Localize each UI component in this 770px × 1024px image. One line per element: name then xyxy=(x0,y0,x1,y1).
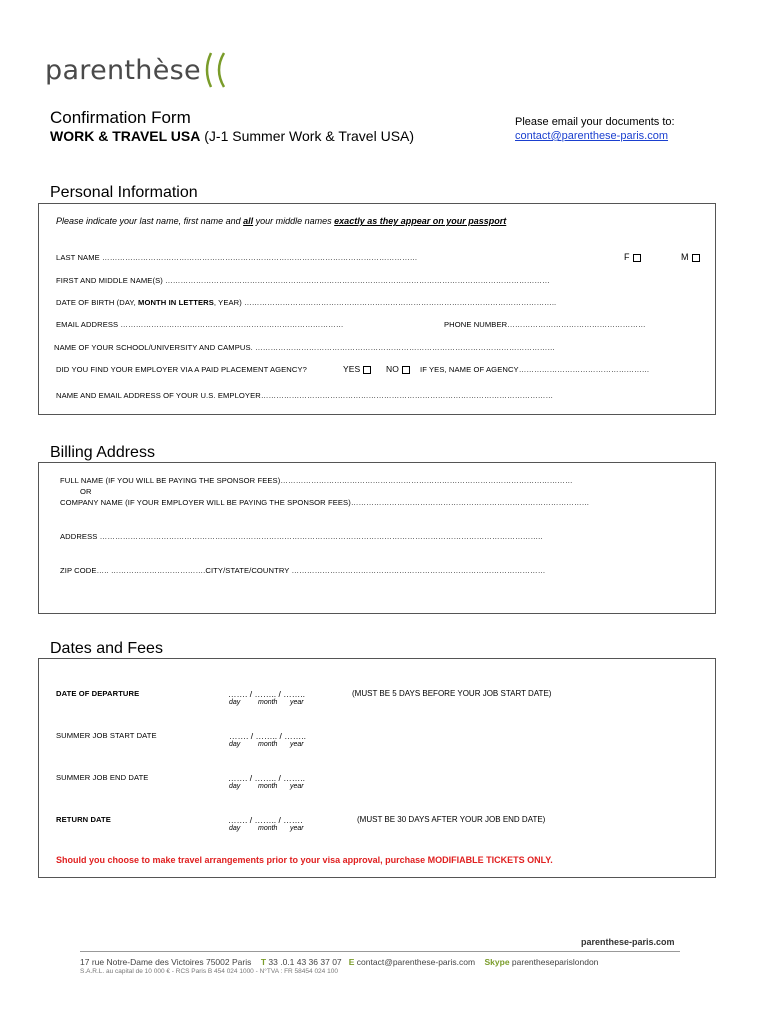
date-row-label: SUMMER JOB START DATE xyxy=(56,731,157,740)
dob-label-bold: MONTH IN LETTERS xyxy=(138,298,214,307)
sex-m-label: M xyxy=(681,252,689,262)
date-units xyxy=(229,783,304,790)
date-units xyxy=(229,699,304,706)
unit-day: day xyxy=(229,825,241,832)
date-fill[interactable]: ……. / …….. / ……. xyxy=(228,815,303,825)
agency-question: DID YOU FIND YOUR EMPLOYER VIA A PAID PLACEMENT AGENCY? xyxy=(56,365,307,374)
date-row-label: RETURN DATE xyxy=(56,815,111,824)
phone-field[interactable]: PHONE NUMBER……………………………………………… xyxy=(444,320,646,329)
form-title: Confirmation Form xyxy=(50,108,191,127)
agency-no-label: NO xyxy=(386,364,399,374)
agency-yes-option[interactable] xyxy=(343,364,371,374)
billing-zip-city-field[interactable]: ZIP CODE….. ……………………………….CITY/STATE/COUNTRY ……………………………………………………………………………………… xyxy=(60,566,546,575)
sex-m-option[interactable] xyxy=(681,252,700,262)
date-fill[interactable]: ……. / …….. / …….. xyxy=(228,773,305,783)
date-note: (MUST BE 5 DAYS BEFORE YOUR JOB START DATE) xyxy=(352,689,552,698)
billing-address-field[interactable]: ADDRESS ……………………………………………………………………………………………………………………………………………………….. xyxy=(60,532,543,541)
hint-passport: exactly as they appear on your passport xyxy=(334,216,507,226)
billing-section-title: Billing Address xyxy=(50,444,155,461)
date-units xyxy=(229,741,304,748)
footer-e-label: E xyxy=(348,957,355,967)
billing-or: OR xyxy=(80,487,92,496)
footer-site[interactable]: parenthese-paris.com xyxy=(581,937,675,947)
sex-f-label: F xyxy=(624,252,630,262)
email-address-field[interactable]: EMAIL ADDRESS …………………………………………………………………………… xyxy=(56,320,344,329)
first-name-field[interactable]: FIRST AND MIDDLE NAME(S) …………………………………………………………………………………………………………………………………… xyxy=(56,276,550,285)
agency-name-field[interactable]: IF YES, NAME OF AGENCY…………………………………………… xyxy=(420,365,650,374)
email-link[interactable]: contact@parenthese-paris.com xyxy=(515,130,669,142)
agency-yes-checkbox[interactable] xyxy=(363,366,371,374)
billing-full-name-field[interactable]: FULL NAME (IF YOU WILL BE PAYING THE SPONSOR FEES)…………………………………………………………………………………………………… xyxy=(60,476,573,485)
date-fill[interactable]: ……. / …….. / …….. xyxy=(229,731,306,741)
logo-text: parenthèse xyxy=(45,54,201,86)
date-fill[interactable]: ……. / …….. / …….. xyxy=(228,689,305,699)
warning-text: Should you choose to make travel arrangements prior to your visa approval, purchase MODIFIABLE TICKETS ONLY. xyxy=(56,855,553,865)
hint-text-2: your middle names xyxy=(253,216,335,226)
footer-skype: parentheseparislondon xyxy=(511,957,599,967)
billing-company-field[interactable]: COMPANY NAME (IF YOUR EMPLOYER WILL BE PAYING THE SPONSOR FEES)………………………………………………………………………………… xyxy=(60,498,590,507)
unit-year: year xyxy=(290,783,304,790)
footer-address: 17 rue Notre-Dame des Victoires 75002 Paris xyxy=(80,957,252,967)
last-name-field[interactable]: LAST NAME …………………………………………………………………………………………………………… xyxy=(56,253,418,262)
footer-email[interactable]: contact@parenthese-paris.com xyxy=(356,957,476,967)
date-row-label: SUMMER JOB END DATE xyxy=(56,773,149,782)
personal-box xyxy=(38,203,716,415)
unit-month: month xyxy=(258,783,278,790)
date-units xyxy=(229,825,304,832)
dob-field[interactable] xyxy=(56,298,556,307)
unit-month: month xyxy=(258,699,278,706)
unit-month: month xyxy=(258,825,278,832)
agency-no-checkbox[interactable] xyxy=(402,366,410,374)
school-field[interactable]: NAME OF YOUR SCHOOL/UNIVERSITY AND CAMPUS. ……………………………………………………………………………………………………… xyxy=(54,343,556,352)
unit-year: year xyxy=(290,825,304,832)
logo xyxy=(45,50,230,90)
unit-year: year xyxy=(290,741,304,748)
sex-f-checkbox[interactable] xyxy=(633,254,641,262)
unit-year: year xyxy=(290,699,304,706)
hint-text-1: Please indicate your last name, first name and xyxy=(56,216,244,226)
personal-section-title: Personal Information xyxy=(50,184,198,201)
date-row-label: DATE OF DEPARTURE xyxy=(56,689,140,698)
program-rest: (J-1 Summer Work & Travel USA) xyxy=(200,128,415,144)
unit-day: day xyxy=(229,783,241,790)
unit-day: day xyxy=(229,699,241,706)
date-note: (MUST BE 30 DAYS AFTER YOUR JOB END DATE) xyxy=(357,815,546,824)
logo-bracket-icon xyxy=(202,50,230,90)
hint-all: all xyxy=(243,216,254,226)
agency-yes-label: YES xyxy=(343,364,361,374)
sex-m-checkbox[interactable] xyxy=(692,254,700,262)
agency-no-option[interactable] xyxy=(386,364,410,374)
email-instructions xyxy=(515,115,675,143)
personal-hint xyxy=(56,216,506,226)
unit-day: day xyxy=(229,741,241,748)
dob-label-1: DATE OF BIRTH (DAY, xyxy=(56,298,139,307)
footer-skype-label: Skype xyxy=(484,957,510,967)
unit-month: month xyxy=(258,741,278,748)
footer-t-label: T xyxy=(260,957,267,967)
program-bold: WORK & TRAVEL USA xyxy=(50,128,201,144)
footer-divider xyxy=(80,951,680,952)
footer-phone: 33 .0.1 43 36 37 07 xyxy=(268,957,342,967)
sex-f-option[interactable] xyxy=(624,252,641,262)
employer-field[interactable]: NAME AND EMAIL ADDRESS OF YOUR U.S. EMPLOYER…………………………………………………………………………………………………… xyxy=(56,391,554,400)
dates-section-title: Dates and Fees xyxy=(50,640,163,657)
program-title xyxy=(50,128,414,144)
footer-contact xyxy=(80,957,598,967)
dob-label-2: , YEAR) ………………………………………………………………………………………………………….. xyxy=(213,298,557,307)
footer-legal: S.A.R.L. au capital de 10 000 € - RCS Paris B 454 024 1000 - N°TVA : FR 58454 024 100 xyxy=(80,968,338,975)
email-prompt: Please email your documents to: xyxy=(515,116,675,128)
